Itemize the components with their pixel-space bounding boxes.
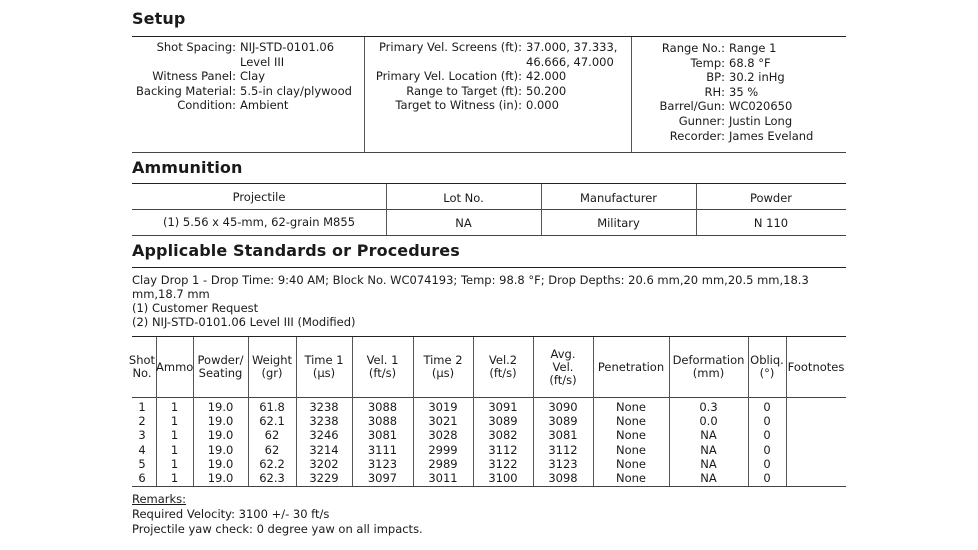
shots-cell: 19.0 bbox=[207, 414, 234, 429]
shots-cell: 3214 bbox=[309, 442, 339, 457]
shots-cell: 62.1 bbox=[259, 414, 285, 429]
shots-cell: 19.0 bbox=[207, 471, 234, 485]
shots-cell: 3111 bbox=[367, 442, 398, 457]
shots-cell: 3081 bbox=[367, 428, 398, 443]
ammo-header-manufacturer: Manufacturer bbox=[579, 191, 658, 205]
setup-col1-label-4: Condition: bbox=[177, 98, 236, 113]
shots-header-9-line-0: Penetration bbox=[597, 359, 665, 374]
setup-col1-label-0: Shot Spacing: bbox=[156, 40, 236, 54]
shots-cell: 3088 bbox=[367, 414, 398, 429]
shots-header-12-line-0: Footnotes bbox=[787, 359, 845, 374]
setup-col3-label-6: Recorder: bbox=[669, 128, 725, 143]
ammo-mid-rule bbox=[132, 209, 846, 210]
setup-col3-label-0: Range No.: bbox=[661, 41, 725, 55]
shots-header-7-line-1: (ft/s) bbox=[489, 366, 517, 380]
shots-cell: 2 bbox=[138, 414, 146, 429]
setup-col1-value-0: NIJ-STD-0101.06 bbox=[240, 40, 335, 54]
shots-cell: 3021 bbox=[428, 414, 458, 429]
ammunition-heading: Ammunition bbox=[132, 158, 243, 177]
setup-col3-value-1: 68.8 °F bbox=[729, 55, 771, 70]
shots-header-0-line-1: No. bbox=[132, 366, 152, 380]
shots-cell: NA bbox=[700, 442, 717, 457]
shots-cell: 3082 bbox=[488, 428, 518, 443]
setup-col1-label-2: Witness Panel: bbox=[152, 69, 236, 84]
shots-header-6-line-0: Time 2 bbox=[423, 353, 463, 367]
shots-cell: 3028 bbox=[428, 428, 458, 443]
shots-cell: 62 bbox=[264, 428, 280, 443]
shots-cell: 3112 bbox=[488, 442, 518, 457]
shots-header-4-line-1: (µs) bbox=[312, 366, 336, 380]
ammo-lot-value: NA bbox=[455, 216, 472, 230]
shots-cell: 1 bbox=[170, 428, 179, 443]
setup-bottom-rule bbox=[132, 152, 846, 153]
shots-cell: 2989 bbox=[428, 456, 458, 471]
standards-rule bbox=[132, 267, 846, 268]
setup-col1-value-2: Clay bbox=[240, 69, 266, 84]
setup-col2-value-1: 46.666, 47.000 bbox=[526, 54, 614, 69]
shots-cell: 3238 bbox=[309, 414, 339, 429]
shots-top-rule bbox=[132, 336, 846, 337]
shots-header-7-line-0: Vel.2 bbox=[488, 353, 518, 367]
shots-header-2-line-0: Powder/ bbox=[197, 353, 244, 367]
shots-cell: None bbox=[615, 442, 646, 457]
shots-header-1-line-0: Ammo bbox=[156, 359, 194, 374]
shots-cell: NA bbox=[700, 471, 717, 485]
remarks-line-2: Projectile yaw check: 0 degree yaw on all impacts. bbox=[132, 522, 423, 536]
setup-col3-label-4: Barrel/Gun: bbox=[659, 99, 725, 114]
shots-cell: 3090 bbox=[548, 400, 578, 414]
shots-cell: 3246 bbox=[309, 428, 339, 443]
setup-col2-value-2: 42.000 bbox=[526, 69, 567, 84]
shots-cell: 3011 bbox=[428, 471, 458, 485]
setup-col2-value-3: 50.200 bbox=[526, 83, 567, 98]
shots-cell: None bbox=[615, 400, 646, 414]
setup-col2-value-4: 0.000 bbox=[526, 98, 559, 113]
shots-cell: 0 bbox=[763, 400, 771, 414]
setup-col3-label-2: BP: bbox=[706, 70, 725, 85]
standards-line-3: (1) Customer Request bbox=[132, 301, 259, 315]
shots-cell: None bbox=[615, 428, 646, 443]
shots-cell: 62 bbox=[264, 442, 280, 457]
shots-header-8-line-0: Avg. bbox=[550, 346, 576, 361]
shots-header-3-line-0: Weight bbox=[251, 353, 293, 367]
shots-cell: 1 bbox=[170, 471, 179, 485]
shots-cell: 61.8 bbox=[259, 400, 285, 414]
shots-header-4-line-0: Time 1 bbox=[304, 353, 344, 367]
shots-cell: 0 bbox=[763, 442, 771, 457]
shots-cell: 1 bbox=[170, 414, 179, 429]
shots-header-8-line-2: (ft/s) bbox=[549, 372, 577, 387]
shots-bottom-rule bbox=[132, 486, 846, 487]
setup-col2-label-2: Primary Vel. Location (ft): bbox=[375, 69, 522, 84]
standards-line-4: (2) NIJ-STD-0101.06 Level III (Modified) bbox=[132, 315, 356, 329]
shots-cell: 3091 bbox=[488, 400, 518, 414]
shots-cell: 19.0 bbox=[207, 442, 234, 457]
shots-cell: 1 bbox=[170, 400, 179, 414]
shots-cell: None bbox=[615, 414, 646, 429]
shots-cell: 3122 bbox=[488, 456, 518, 471]
remarks-heading: Remarks: bbox=[132, 492, 187, 506]
shots-header-10-line-1: (mm) bbox=[692, 366, 725, 380]
shots-cell: 3097 bbox=[367, 471, 398, 485]
shots-cell: 4 bbox=[138, 442, 146, 457]
standards-heading: Applicable Standards or Procedures bbox=[132, 241, 460, 260]
setup-col2-label-0: Primary Vel. Screens (ft): bbox=[378, 40, 522, 54]
shots-header-0-line-0: Shot bbox=[128, 353, 156, 367]
shots-header-8-line-1: Vel. bbox=[552, 359, 574, 374]
setup-col3-value-6: James Eveland bbox=[729, 128, 814, 143]
shots-cell: 0.3 bbox=[699, 400, 718, 414]
shots-cell: 3089 bbox=[488, 414, 518, 429]
shots-divider-12 bbox=[786, 337, 787, 486]
shots-cell: 1 bbox=[170, 456, 179, 471]
shots-cell: 62.3 bbox=[259, 471, 285, 485]
standards-line-2: mm,18.7 mm bbox=[132, 287, 210, 301]
setup-col2-label-4: Target to Witness (in): bbox=[395, 98, 522, 113]
setup-col3-value-2: 30.2 inHg bbox=[729, 70, 785, 85]
shots-cell: 0 bbox=[763, 471, 771, 485]
setup-top-rule bbox=[132, 36, 846, 37]
ammo-header-powder: Powder bbox=[749, 191, 793, 205]
setup-col1-value-1: Level III bbox=[240, 54, 285, 69]
shots-cell: 19.0 bbox=[207, 428, 234, 443]
setup-col1-label-3: Backing Material: bbox=[136, 83, 236, 98]
setup-divider-1 bbox=[364, 37, 365, 152]
ammo-bottom-rule bbox=[132, 235, 846, 236]
setup-col2-value-0: 37.000, 37.333, bbox=[526, 40, 618, 54]
setup-col2-label-3: Range to Target (ft): bbox=[406, 83, 522, 98]
ammo-projectile-value: (1) 5.56 x 45-mm, 62-grain M855 bbox=[162, 215, 356, 229]
shots-cell: 2999 bbox=[428, 442, 458, 457]
shots-cell: 3100 bbox=[488, 471, 518, 485]
setup-divider-2 bbox=[631, 37, 632, 152]
ammo-header-lot: Lot No. bbox=[443, 191, 484, 205]
shots-cell: 3229 bbox=[309, 471, 339, 485]
ammo-manufacturer-value: Military bbox=[597, 216, 640, 230]
shots-cell: None bbox=[615, 471, 646, 485]
shots-header-3-line-1: (gr) bbox=[261, 366, 283, 380]
shots-cell: 3123 bbox=[548, 456, 578, 471]
shots-cell: 3089 bbox=[548, 414, 578, 429]
shots-cell: NA bbox=[700, 428, 717, 443]
shots-cell: 3112 bbox=[548, 442, 578, 457]
shots-cell: 3 bbox=[138, 428, 146, 443]
shots-cell: 0 bbox=[763, 414, 771, 429]
setup-col3-label-1: Temp: bbox=[690, 55, 725, 70]
shots-cell: NA bbox=[700, 456, 717, 471]
shots-header-5-line-0: Vel. 1 bbox=[366, 353, 399, 367]
setup-col1-value-3: 5.5-in clay/plywood bbox=[240, 83, 352, 98]
setup-col1-value-4: Ambient bbox=[240, 98, 289, 113]
shots-cell: 3098 bbox=[548, 471, 578, 485]
shots-cell: 0 bbox=[763, 428, 771, 443]
shots-cell: None bbox=[615, 456, 646, 471]
shots-cell: 3088 bbox=[367, 400, 398, 414]
shots-cell: 5 bbox=[138, 456, 146, 471]
shots-header-rule bbox=[132, 397, 846, 398]
shots-cell: 19.0 bbox=[207, 456, 234, 471]
remarks-line-1: Required Velocity: 3100 +/- 30 ft/s bbox=[132, 507, 330, 521]
standards-line-1: Clay Drop 1 - Drop Time: 9:40 AM; Block No. WC074193; Temp: 98.8 °F; Drop Depths: 20.6 mm,20 mm,20.5 mm,18.3 bbox=[132, 273, 809, 287]
ammo-header-projectile: Projectile bbox=[232, 190, 286, 204]
shots-header-11-line-0: Obliq. bbox=[750, 353, 784, 367]
shots-cell: 3202 bbox=[309, 456, 339, 471]
setup-col3-value-4: WC020650 bbox=[729, 99, 793, 114]
shots-cell: 62.2 bbox=[259, 456, 285, 471]
shots-cell: 0.0 bbox=[699, 414, 718, 429]
shots-cell: 3238 bbox=[309, 400, 339, 414]
setup-col3-value-0: Range 1 bbox=[729, 41, 777, 55]
setup-col3-label-5: Gunner: bbox=[678, 114, 725, 128]
shots-header-2-line-1: Seating bbox=[198, 366, 243, 380]
shots-cell: 6 bbox=[138, 471, 146, 485]
shots-cell: 0 bbox=[763, 456, 771, 471]
shots-header-11-line-1: (°) bbox=[759, 366, 775, 380]
shots-header-10-line-0: Deformation bbox=[672, 353, 745, 367]
shots-cell: 19.0 bbox=[207, 400, 234, 414]
setup-col3-value-5: Justin Long bbox=[729, 114, 793, 128]
ammo-powder-value: N 110 bbox=[753, 216, 789, 230]
shots-cell: 1 bbox=[138, 400, 146, 414]
shots-header-5-line-1: (ft/s) bbox=[368, 366, 397, 380]
shots-cell: 1 bbox=[170, 442, 179, 457]
setup-col3-label-3: RH: bbox=[704, 84, 725, 99]
setup-col3-value-3: 35 % bbox=[729, 84, 759, 99]
shots-cell: 3123 bbox=[367, 456, 398, 471]
shots-cell: 3081 bbox=[548, 428, 578, 443]
shots-cell: 3019 bbox=[428, 400, 458, 414]
setup-heading: Setup bbox=[132, 9, 186, 28]
ammo-top-rule bbox=[132, 183, 846, 184]
shots-header-6-line-1: (µs) bbox=[431, 366, 455, 380]
